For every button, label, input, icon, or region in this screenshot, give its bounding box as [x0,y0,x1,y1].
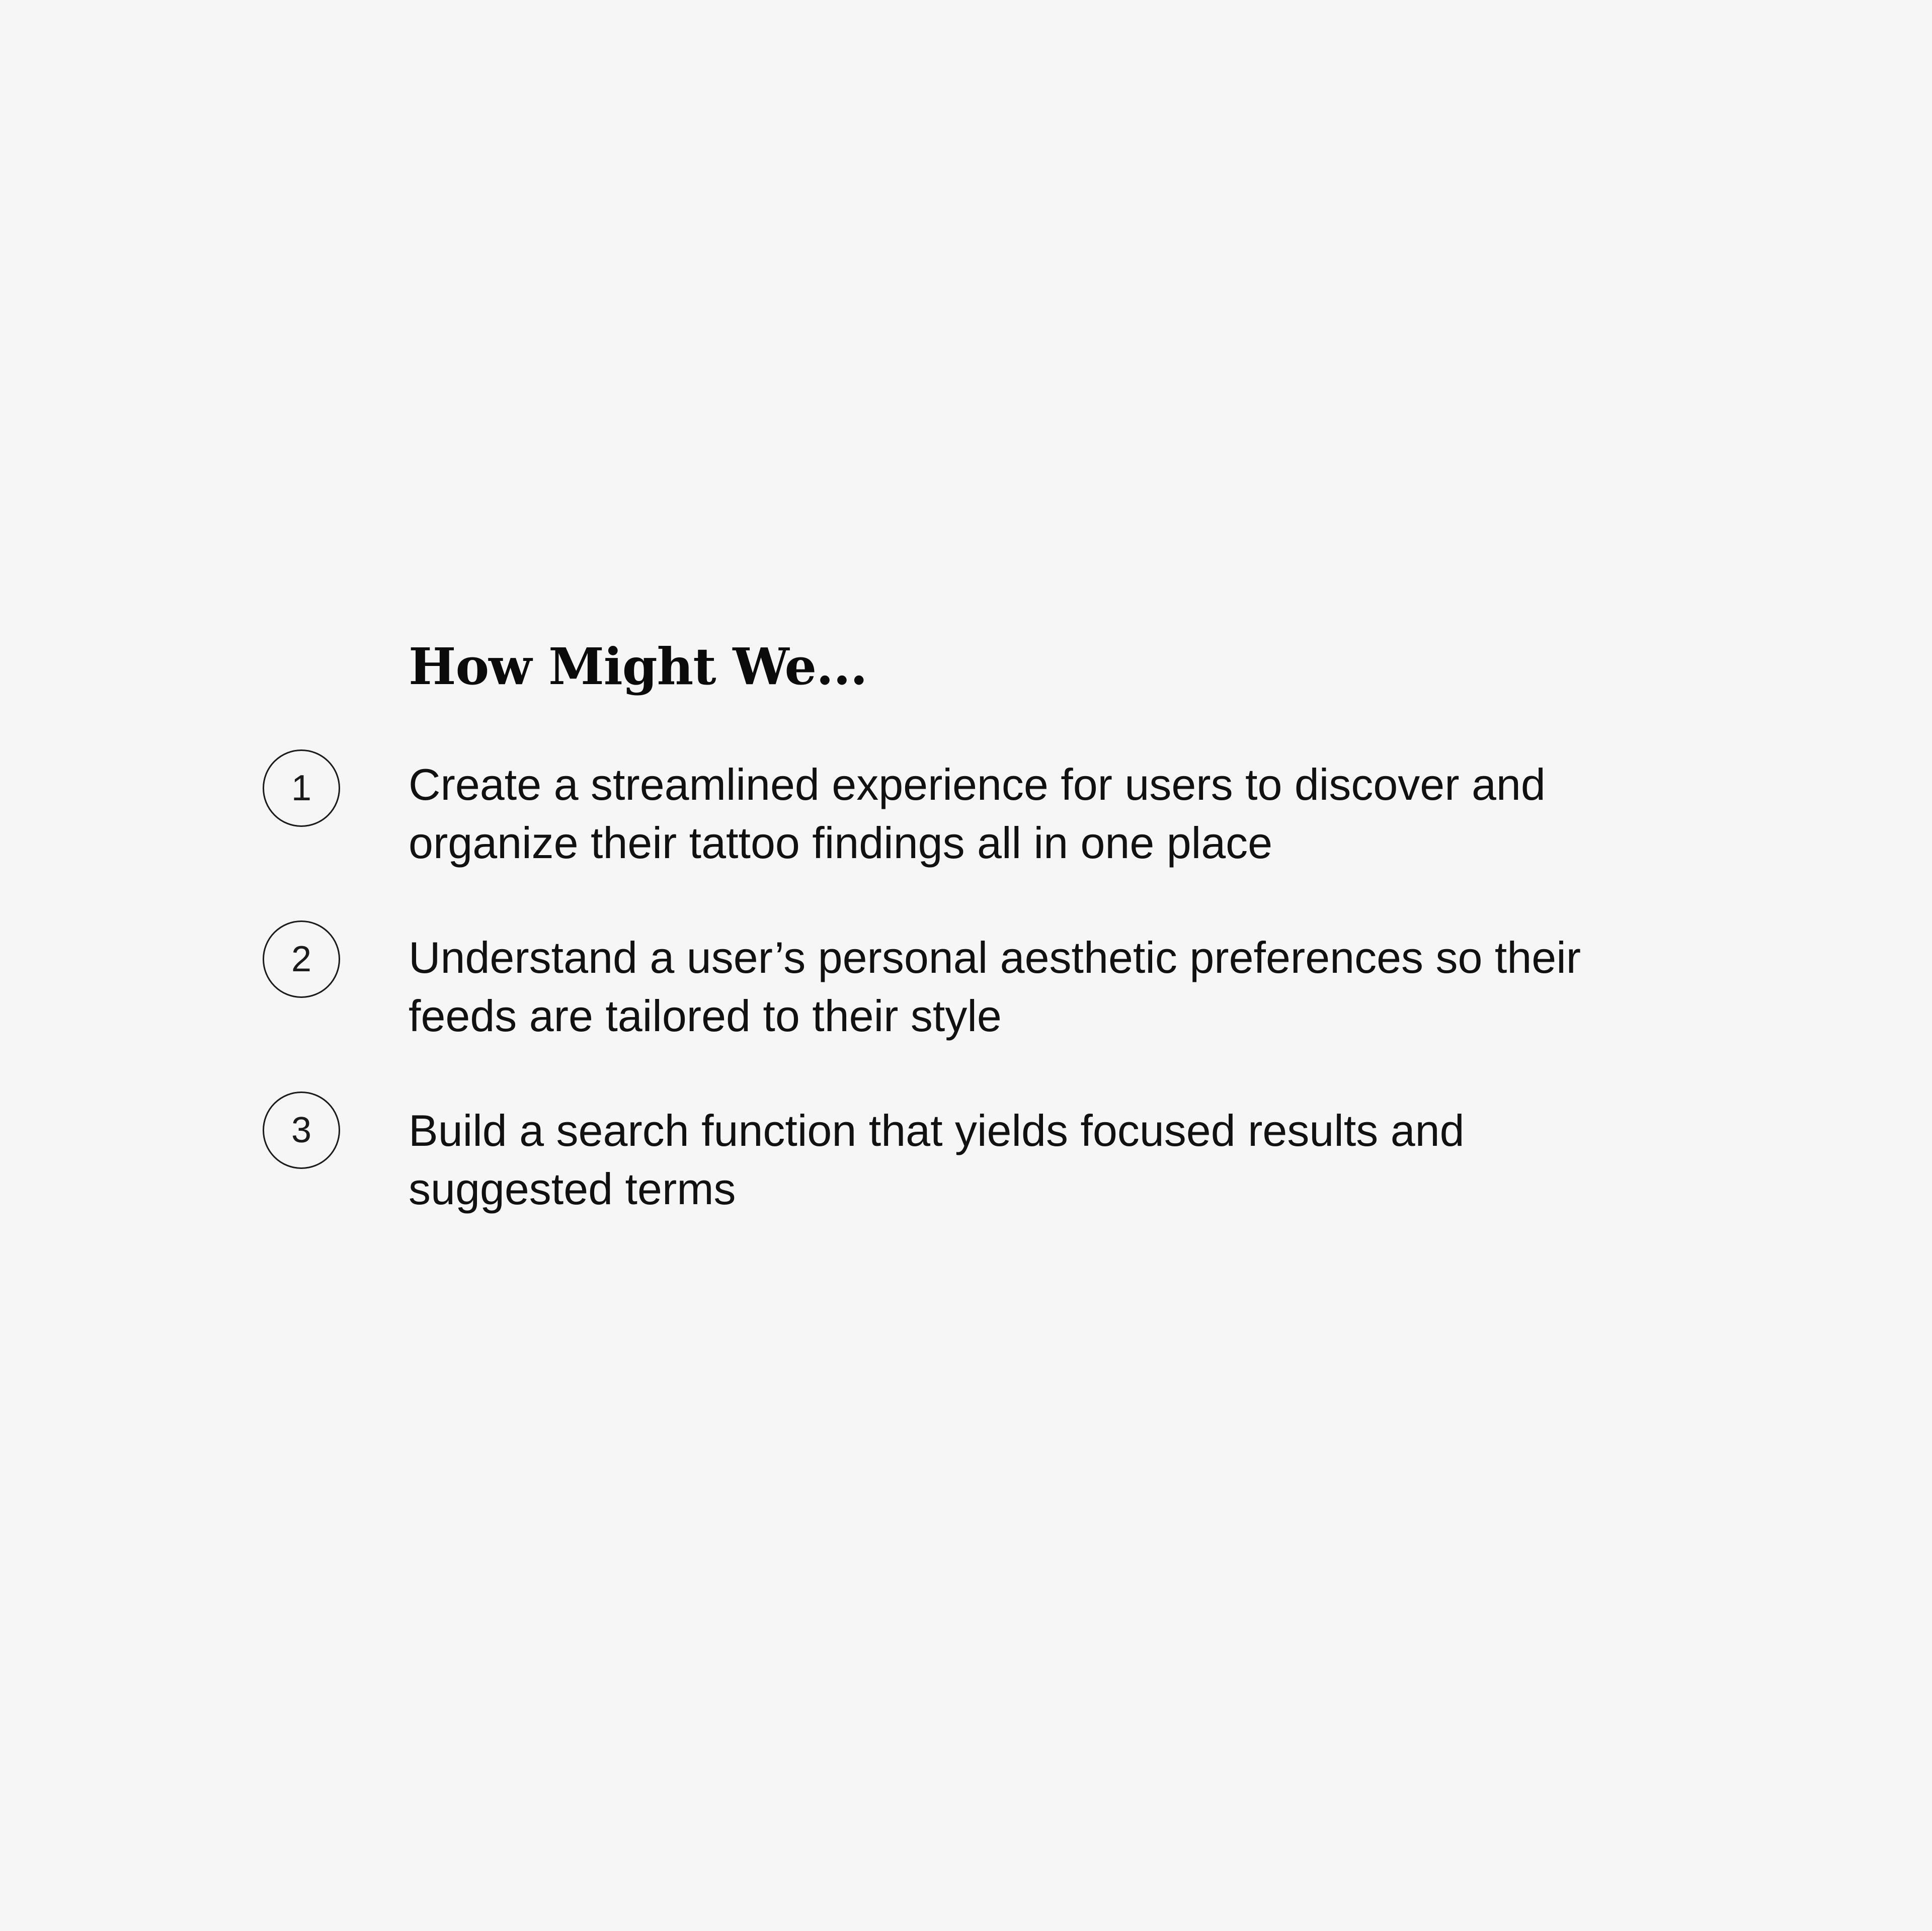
hmw-text-2: Understand a user’s personal aesthetic preferences so their feeds are tailored to their style [409,933,1581,1041]
hmw-text-1: Create a streamlined experience for users to discover and organize their tattoo findings all in one place [409,760,1546,868]
page-title: How Might We... [409,637,867,696]
number-badge-1: 1 [263,749,340,827]
number-badge-3: 3 [263,1092,340,1169]
hmw-text-3: Build a search function that yields focused results and suggested terms [409,1106,1465,1214]
number-badge-2: 2 [263,920,340,998]
